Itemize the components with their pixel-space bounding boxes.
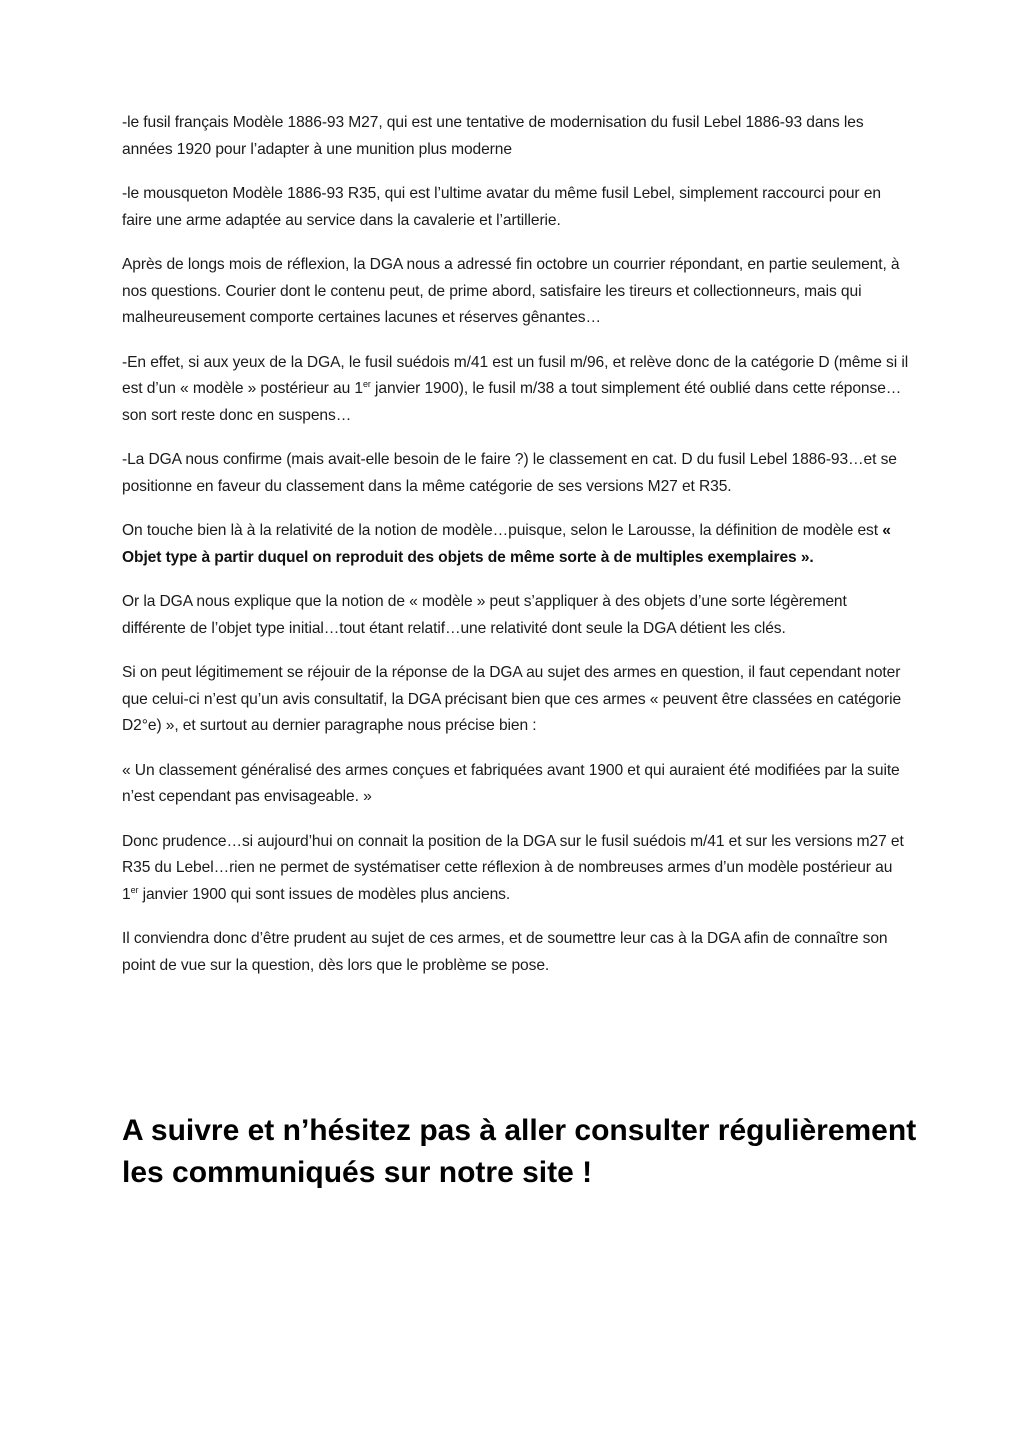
paragraph-m27: -le fusil français Modèle 1886-93 M27, qui est une tentative de modernisation du fusil Lebel 1886-93 dans les années 1920 pour l’adapter à une munition plus moderne xyxy=(122,114,864,158)
paragraph-r35: -le mousqueton Modèle 1886-93 R35, qui est l’ultime avatar du même fusil Lebel, simplement raccourci pour en faire une arme adaptée au service dans la cavalerie et l’artillerie. xyxy=(122,185,881,229)
paragraph-prudence-part1: Donc prudence…si aujourd’hui on connait la position de la DGA sur le fusil suédois m/41 et sur les versions m27 et R35 du Lebel…rien ne permet de systématiser cette réflexion à de nombreuses armes d’un modèle postérieur au 1 xyxy=(122,832,904,903)
paragraph-prudence xyxy=(122,829,912,909)
body-text xyxy=(122,110,912,997)
paragraph-consultative-opinion: Si on peut légitimement se réjouir de la réponse de la DGA au sujet des armes en question, il faut cependant noter que celui-ci n’est qu’un avis consultatif, la DGA précisant bien que ces armes « peuvent être classées en catégorie D2°e) », et surtout au dernier paragraphe nous précise bien : xyxy=(122,664,902,734)
paragraph-prudence-part2: janvier 1900 qui sont issues de modèles plus anciens. xyxy=(138,885,511,903)
closing-heading: A suivre et n’hésitez pas à aller consulter régulièrement les communiqués sur notre site ! xyxy=(122,1114,917,1189)
paragraph-swedish-rifle-part1: -En effet, si aux yeux de la DGA, le fusil suédois m/41 est un fusil m/96, et relève donc de la catégorie D (même si il est d’un « modèle » postérieur au 1 xyxy=(122,353,909,397)
larousse-definition: « Objet type à partir duquel on reproduit des objets de même sorte à de multiples exemplaires ». xyxy=(122,522,891,566)
paragraph-quote: « Un classement généralisé des armes conçues et fabriquées avant 1900 et qui auraient été modifiées par la suite n’est cependant pas envisageable. » xyxy=(122,761,900,805)
superscript-er: er xyxy=(130,884,139,895)
paragraph-lebel-classification: -La DGA nous confirme (mais avait-elle besoin de le faire ?) le classement en cat. D du fusil Lebel 1886-93…et se positionne en faveur du classement dans la même catégorie de ses versions M27 et R35. xyxy=(122,451,897,495)
paragraph-swedish-rifle xyxy=(122,350,912,430)
paragraph-dga-reply: Après de longs mois de réflexion, la DGA nous a adressé fin octobre un courrier répondant, en partie seulement, à nos questions. Courier dont le contenu peut, de prime abord, satisfaire les tireurs et collectionneurs, mais qui malheureusement comporte certaines lacunes et réserves gênantes… xyxy=(122,256,900,326)
paragraph-model-definition xyxy=(122,518,912,571)
superscript-er: er xyxy=(362,378,371,389)
paragraph-model-definition-text: On touche bien là à la relativité de la notion de modèle…puisque, selon le Larousse, la définition de modèle est xyxy=(122,522,883,539)
paragraph-swedish-rifle-part2: janvier 1900), le fusil m/38 a tout simplement été oublié dans cette réponse…son sort reste donc en suspens… xyxy=(122,380,902,424)
paragraph-conclusion: Il conviendra donc d’être prudent au sujet de ces armes, et de soumettre leur cas à la DGA afin de connaître son point de vue sur la question, dès lors que le problème se pose. xyxy=(122,930,888,974)
paragraph-dga-relativity: Or la DGA nous explique que la notion de « modèle » peut s’appliquer à des objets d’une sorte légèrement différente de l’objet type initial…tout étant relatif…une relativité dont seule la DGA détient les clés. xyxy=(122,593,847,637)
